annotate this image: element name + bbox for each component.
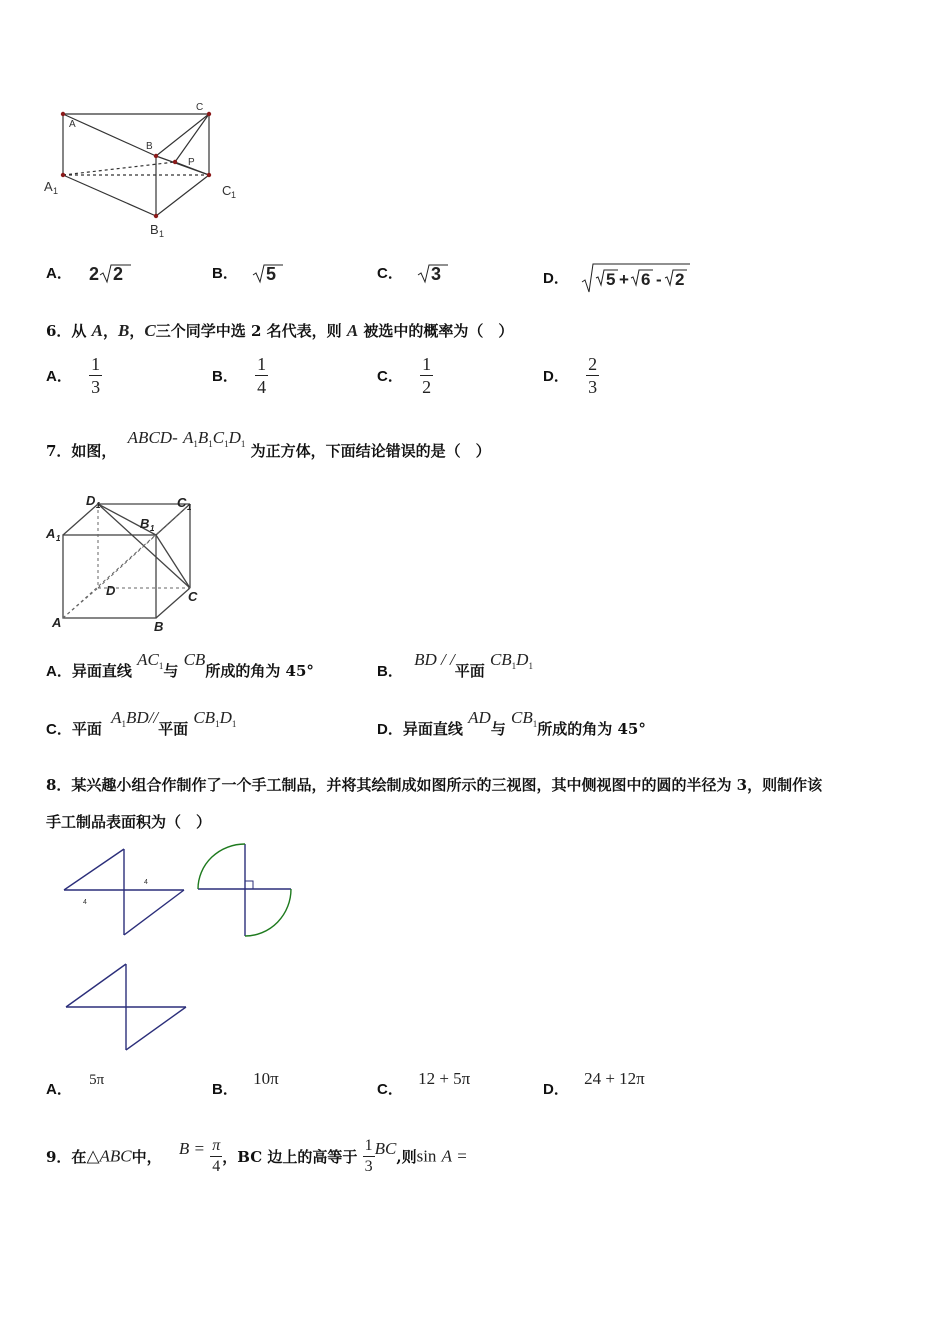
q5-option-c-expr [416,262,456,286]
fraction: $\frac{1}{3}$ [91,354,101,397]
fraction: $\frac{2}{3}$ [588,354,598,397]
q6-stem: 6．从 A，B，C三个同学中选 2 名代表，则 A 被选中的概率为（ ） [46,321,514,340]
svg-text:2: 2 [113,264,124,284]
q5-option-d[interactable]: D． 5 + 6 - 2 [543,262,692,296]
q9-stem: 9．在△ABC中， B = $\frac{\pi}{4}$ ，BC 边上的高等于 $\frac{1}{3}$ BC,则sin A = [46,1137,467,1175]
q5-option-a-expr [87,262,137,286]
q8-stem-line1: 8．某兴趣小组合作制作了一个手工制品，并将其绘制成如图所示的三视图，其中侧视图中的圆的半径为 3，则制作该 [46,776,823,794]
q7-label-D: D [106,583,116,598]
svg-text:1: 1 [187,503,192,512]
svg-text:1: 1 [150,524,155,533]
svg-text:2: 2 [675,270,685,289]
svg-text:1: 1 [96,501,101,510]
svg-text:1: 1 [56,534,61,543]
q7-label-C1: C [177,495,187,510]
svg-text:-: - [656,270,662,289]
q7-label-B1: B [140,516,150,531]
q8-side-view [195,842,295,942]
q5-option-c[interactable]: C． 3 [377,262,456,286]
q7-stem: 7．如图， ABCD- $A_1B_1C_1D_1$ 为正方体，下面结论错误的是（ ） [46,428,491,460]
q8-stem-line2: 手工制品表面积为（ ） [46,813,212,831]
svg-text:3: 3 [431,264,442,284]
q7-label-A: A [52,615,62,630]
q5-option-b-expr [251,262,291,286]
q8-option-b[interactable]: B． 10π [212,1069,279,1098]
q5-label-C: C [196,102,204,113]
q8-dim-label: 4 [83,899,87,906]
q5-option-b[interactable]: B． 5 [212,262,291,286]
q8-top-view [62,960,190,1055]
q8-option-a[interactable]: A． 5π [46,1072,105,1098]
fraction: $\frac{1}{2}$ [422,354,432,397]
q7-option-d[interactable]: D．异面直线 AD与 $CB_1$所成的角为 45° [377,708,646,738]
q7-cube-figure [40,488,210,638]
q6-option-b[interactable]: B． $\frac{1}{4}$ [212,354,267,397]
q5-prism-figure [38,95,253,245]
q7-option-b[interactable]: B． BD / /平面 $CB_1D_1$ [377,650,533,680]
q5-label-P: P [188,157,195,168]
svg-text:5: 5 [606,270,616,289]
q5-label-sub: 1 [159,229,165,239]
fraction: $\frac{1}{3}$ [364,1137,373,1175]
q7-label-C: C [188,589,198,604]
q5-option-d-expr [580,262,692,296]
q5-label-B1: B [150,222,159,237]
svg-text:6: 6 [641,270,651,289]
q5-label-C1: C [222,183,232,198]
svg-text:5: 5 [266,264,277,284]
q6-option-d[interactable]: D． $\frac{2}{3}$ [543,354,598,397]
q5-label-sub: 1 [53,186,59,196]
q7-label-B: B [154,619,164,634]
q7-label-A1: A [46,526,56,541]
svg-text:2: 2 [89,264,100,284]
q5-option-a[interactable]: A． 2 2 [46,262,137,286]
q6-option-a[interactable]: A． $\frac{1}{3}$ [46,354,101,397]
svg-text:+: + [619,270,630,289]
q6-option-c[interactable]: C． $\frac{1}{2}$ [377,354,432,397]
fraction: $\frac{1}{4}$ [257,354,267,397]
q7-option-c[interactable]: C．平面 $A_1BD//$平面 $CB_1D_1$ [46,708,237,738]
q8-option-c[interactable]: C． 12 + 5π [377,1069,471,1098]
fraction: $\frac{\pi}{4}$ [212,1137,221,1175]
q5-label-B: B [146,141,153,152]
q5-label-sub: 1 [231,190,237,200]
q5-label-A: A [69,119,76,130]
q8-option-d[interactable]: D． 24 + 12π [543,1069,645,1098]
q8-front-view [60,845,190,940]
q8-dim-label: 4 [144,879,148,886]
q7-option-a[interactable]: A．异面直线 $AC_1$与 CB所成的角为 45° [46,650,314,680]
q5-label-A1: A [44,179,53,194]
q7-label-D1: D [86,493,96,508]
